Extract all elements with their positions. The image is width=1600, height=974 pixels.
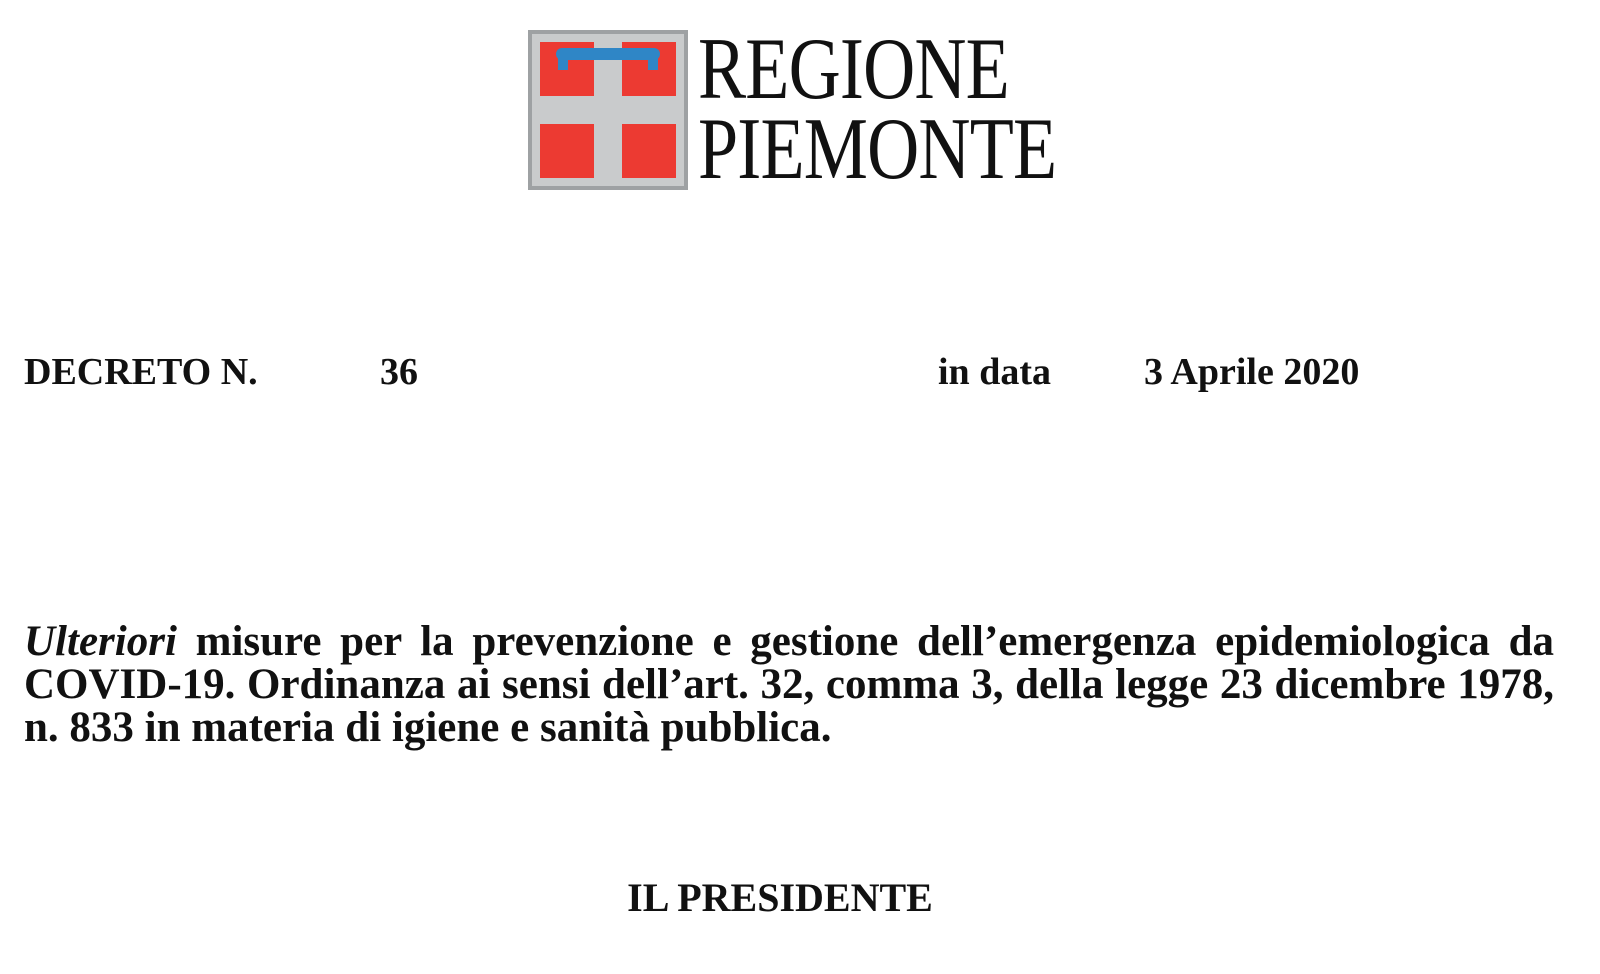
decree-number: 36 xyxy=(380,351,418,393)
date-value: 3 Aprile 2020 xyxy=(1144,351,1360,393)
date-label: in data xyxy=(938,351,1051,393)
issuer-heading: IL PRESIDENTE xyxy=(627,875,933,920)
emblem-quarter xyxy=(622,124,676,178)
brand-wordmark xyxy=(698,21,1057,198)
subject-lead-italic: Ulteriori xyxy=(24,618,177,665)
decree-subject xyxy=(24,620,1554,749)
emblem-quarter xyxy=(540,124,594,178)
subject-text: misure per la prevenzione e gestione dell’emergenza epidemiologica da COVID-19. Ordinanza ai sensi dell’art. 32, comma 3, della legge 23 dicembre 1978, n. 833 in materia di igiene e sanità pubblica. xyxy=(24,618,1554,751)
brand-line-piemonte: PIEMONTE xyxy=(698,101,1057,198)
brand-line-regione: REGIONE xyxy=(698,21,1009,118)
regione-piemonte-logo xyxy=(528,21,1068,200)
emblem-label-bar xyxy=(556,48,660,60)
decree-label: DECRETO N. xyxy=(24,351,258,393)
decree-header xyxy=(24,350,1564,398)
regione-piemonte-cross-emblem-icon xyxy=(528,30,688,190)
